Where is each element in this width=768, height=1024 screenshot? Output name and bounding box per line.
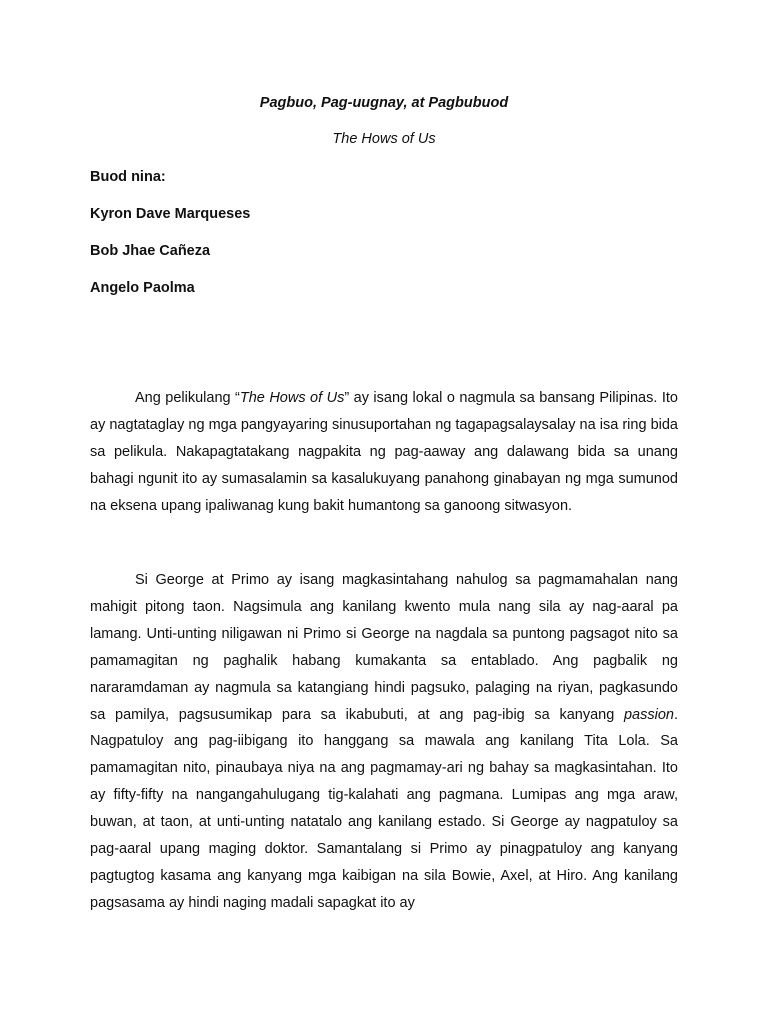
summary-paragraph-1 [90, 385, 678, 520]
paragraph-text: Si George at Primo ay isang magkasintahang nahulog sa pagmamahalan nang mahigit pitong taon. Nagsimula ang kanilang kwento mula nang sila ay nag-aaral pa lamang. Unti-unting niligawan ni Primo si George na nagdala sa puntong pagsagot nito sa pamamagitan ng paghalik habang kumakanta sa entablado. Ang pagbalik ng nararamdaman ay nagmula sa katangiang hindi pagsuko, palaging na riyan, pagkasundo sa pamilya, pagsusumikap para sa ikabubuti, at ang pag-ibig sa kanyang [90, 572, 678, 723]
document-subtitle: The Hows of Us [332, 131, 436, 147]
authors-heading: Buod nina: [90, 169, 166, 185]
author-name: Angelo Paolma [90, 280, 195, 296]
summary-paragraph-2 [90, 567, 678, 917]
paragraph-text: Ang pelikulang “ [135, 390, 240, 406]
paragraph-text: . Nagpatuloy ang pag-iibigang ito hanggang sa mawala ang kanilang Tita Lola. Sa pamamagitan nito, pinaubaya niya na ang pagmamay-ari ng bahay sa magkasintahan. Ito ay fifty-fifty na nangangahulugang tig-kalahati ang pagmana. Lumipas ang mga araw, buwan, at taon, at unti-unting natatalo ang kanilang estado. Si George ay nagpatuloy sa pag-aaral upang maging doktor. Samantalang si Primo ay pinagpatuloy ang kanyang pagtugtog kasama ang kanyang mga kaibigan na sila Bowie, Axel, at Hiro. Ang kanilang pagsasama ay hindi naging madali sapagkat ito ay [90, 706, 678, 911]
italic-word: passion [623, 706, 674, 723]
author-name: Kyron Dave Marqueses [90, 206, 251, 222]
paragraph-text: ” ay isang lokal o nagmula sa bansang Pilipinas. Ito ay nagtataglay ng mga pangyayaring sinusuportahan ng tagapagsalaysalay na isa ring bida sa pelikula. Nakapagtatakang nagpakita ng pag-aaway ang dalawang bida sa unang bahagi ngunit ito ay sumasalamin sa kasalukuyang panahong ginabayan ng mga sumunod na eksena upang ipaliwanag kung bakit humantong sa ganoong sitwasyon. [90, 390, 678, 514]
document-title: Pagbuo, Pag-uugnay, at Pagbubuod [259, 95, 509, 111]
film-title-italic: The Hows of Us [239, 390, 345, 406]
author-block [90, 168, 680, 316]
author-name: Bob Jhae Cañeza [90, 243, 211, 259]
